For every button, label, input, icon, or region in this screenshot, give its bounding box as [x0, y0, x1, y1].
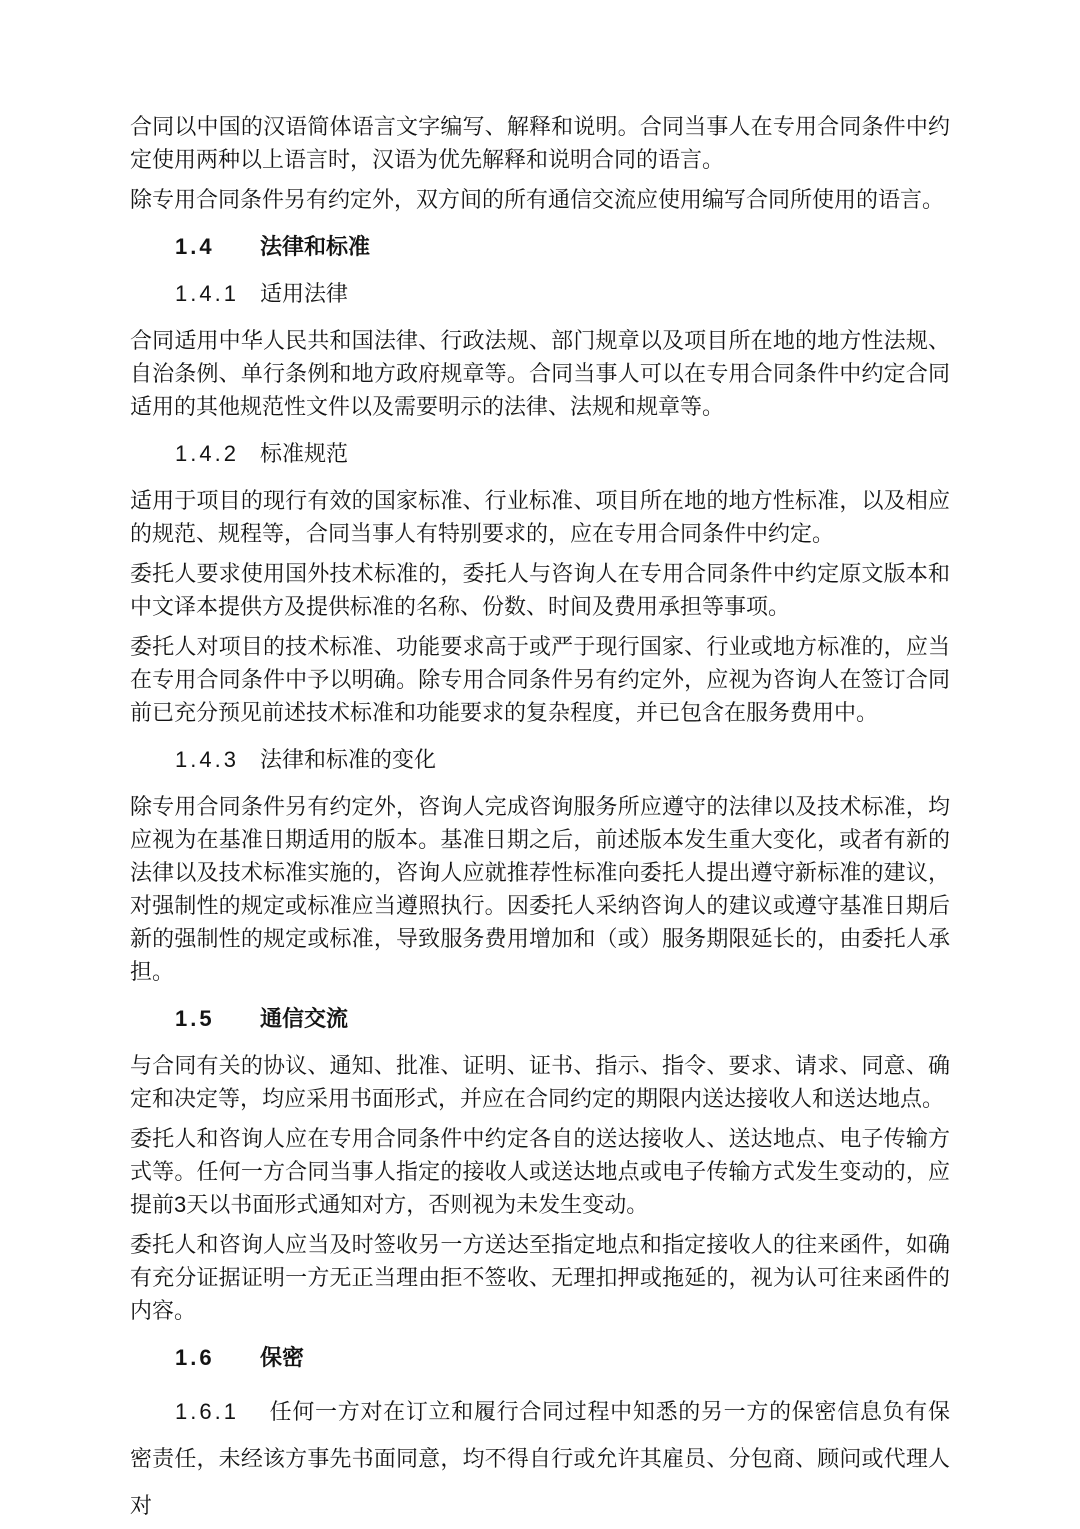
body-paragraph: 除专用合同条件另有约定外，双方间的所有通信交流应使用编写合同所使用的语言。	[130, 187, 945, 212]
subsection-heading	[130, 437, 950, 470]
clause-number: 1.6.1	[175, 1399, 239, 1424]
body-paragraph: 适用于项目的现行有效的国家标准、行业标准、项目所在地的地方性标准，以及相应的规范、规程等，合同当事人有特别要求的，应在专用合同条件中约定。	[130, 488, 950, 546]
section-heading	[130, 230, 950, 263]
heading-title: 适用法律	[260, 281, 349, 306]
body-paragraph: 委托人要求使用国外技术标准的，委托人与咨询人在专用合同条件中约定原文版本和中文译本提供方及提供标准的名称、份数、时间及费用承担等事项。	[130, 561, 950, 619]
heading-number: 1.4.2	[175, 441, 239, 466]
heading-number: 1.6	[175, 1345, 215, 1370]
heading-number: 1.4	[175, 234, 215, 259]
heading-number: 1.4.3	[175, 747, 239, 772]
body-paragraph: 合同以中国的汉语简体语言文字编写、解释和说明。合同当事人在专用合同条件中约定使用两种以上语言时，汉语为优先解释和说明合同的语言。	[130, 114, 950, 172]
section-heading	[130, 1341, 950, 1374]
heading-number: 1.5	[175, 1006, 215, 1031]
clause-text: 任何一方对在订立和履行合同过程中知悉的另一方的保密信息负有保密责任，未经该方事先书面同意，均不得自行或允许其雇员、分包商、顾问或代理人对	[130, 1399, 950, 1518]
section-heading	[130, 1002, 950, 1035]
numbered-clause-paragraph	[130, 1388, 950, 1529]
body-paragraph: 除专用合同条件另有约定外，咨询人完成咨询服务所应遵守的法律以及技术标准，均应视为在基准日期适用的版本。基准日期之后，前述版本发生重大变化，或者有新的法律以及技术标准实施的，咨询人应就推荐性标准向委托人提出遵守新标准的建议，对强制性的规定或标准应当遵照执行。因委托人采纳咨询人的建议或遵守基准日期后新的强制性的规定或标准，导致服务费用增加和（或）服务期限延长的，由委托人承担。	[130, 794, 950, 984]
heading-title: 标准规范	[260, 441, 349, 466]
body-paragraph: 与合同有关的协议、通知、批准、证明、证书、指示、指令、要求、请求、同意、确定和决定等，均应采用书面形式，并应在合同约定的期限内送达接收人和送达地点。	[130, 1053, 950, 1111]
subsection-heading	[130, 743, 950, 776]
heading-title: 法律和标准的变化	[260, 747, 437, 772]
body-paragraph: 委托人和咨询人应在专用合同条件中约定各自的送达接收人、送达地点、电子传输方式等。任何一方合同当事人指定的接收人或送达地点或电子传输方式发生变动的，应提前3天以书面形式通知对方，否则视为未发生变动。	[130, 1126, 950, 1217]
body-paragraph: 合同适用中华人民共和国法律、行政法规、部门规章以及项目所在地的地方性法规、自治条例、单行条例和地方政府规章等。合同当事人可以在专用合同条件中约定合同适用的其他规范性文件以及需要明示的法律、法规和规章等。	[130, 328, 950, 419]
heading-title: 法律和标准	[260, 234, 371, 259]
body-paragraph: 委托人对项目的技术标准、功能要求高于或严于现行国家、行业或地方标准的，应当在专用合同条件中予以明确。除专用合同条件另有约定外，应视为咨询人在签订合同前已充分预见前述技术标准和功能要求的复杂程度，并已包含在服务费用中。	[130, 634, 950, 725]
subsection-heading	[130, 277, 950, 310]
heading-number: 1.4.1	[175, 281, 239, 306]
heading-title: 通信交流	[260, 1006, 349, 1031]
heading-title: 保密	[260, 1345, 305, 1370]
body-paragraph: 委托人和咨询人应当及时签收另一方送达至指定地点和指定接收人的往来函件，如确有充分证据证明一方无正当理由拒不签收、无理扣押或拖延的，视为认可往来函件的内容。	[130, 1232, 950, 1323]
